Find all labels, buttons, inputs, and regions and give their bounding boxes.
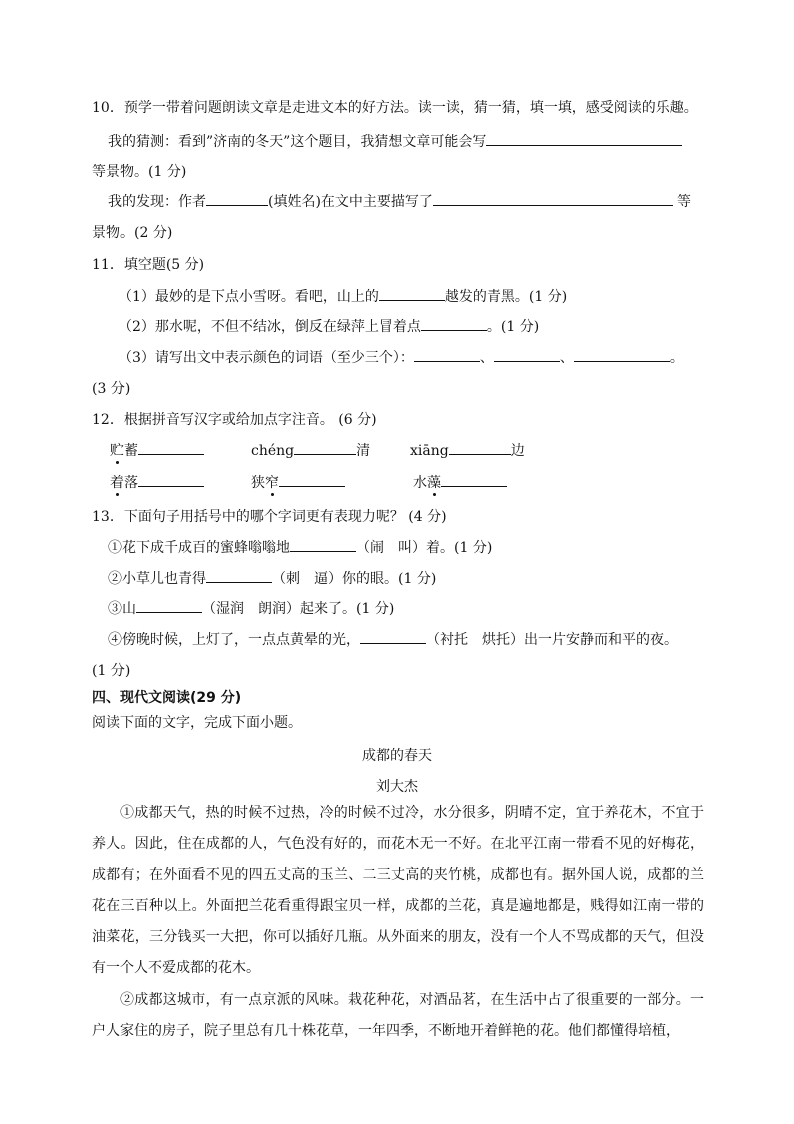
q11-s3-sep-1: 、 — [479, 350, 494, 366]
q10-find-text-a: 我的发现：作者 — [108, 194, 206, 210]
q12-r2-c3-dotted-char: 藻 — [427, 475, 441, 491]
q13-s1-blank[interactable] — [290, 537, 356, 552]
q12-r1-c3 — [410, 440, 525, 460]
q12-r2-c1-blank[interactable] — [138, 472, 204, 487]
q13-s1-text-a: ①花下成千成百的蜜蜂嗡嗡地 — [108, 540, 290, 556]
q12-r1-c3-pinyin: xiāng — [410, 443, 449, 459]
q11-s3-blank-1[interactable] — [414, 347, 480, 362]
q10-guess-score: 等景物。(1 分) — [92, 164, 187, 180]
q12-r2-c3 — [413, 472, 507, 492]
q11-s3-score: (3 分) — [92, 381, 131, 397]
q12-r1-c1 — [110, 440, 204, 460]
q12-r2-c3-char: 水 — [413, 475, 427, 491]
q12-r1-c2 — [251, 440, 370, 460]
article-author: 刘大杰 — [376, 779, 418, 795]
q11-s1-line — [118, 286, 567, 306]
q13-s2-text-b: （刺 逼）你的眼。(1 分) — [272, 571, 437, 587]
q13-s3-text-a: ③山 — [108, 601, 136, 617]
q12-r1-c2-blank[interactable] — [294, 440, 356, 455]
article-paragraph-2: ②成都这城市，有一点京派的风味。栽花种花，对酒品茗，在生活中占了很重要的一部分。一户人家住的房子，院子里总有几十株花草，一年四季，不断地开着鲜艳的花。他们都懂得培植， — [92, 992, 704, 1039]
q10-guess-line — [108, 131, 682, 151]
q10-title: 10．预学一带着问题朗读文章是走进文本的好方法。读一读，猜一猜，填一填，感受阅读的乐趣。 — [92, 100, 698, 116]
q13-s2-blank[interactable] — [206, 568, 272, 583]
q11-s1-blank[interactable] — [379, 286, 445, 301]
q11-title: 11．填空题(5 分) — [92, 257, 205, 273]
q12-r1-c1-char: 蓄 — [124, 443, 138, 459]
q10-guess-text: 我的猜测：看到”济南的冬天”这个题目，我猜想文章可能会写 — [108, 134, 487, 150]
q13-s3-line — [108, 598, 394, 618]
q11-s3-text-a: （3）请写出文中表示颜色的词语（至少三个）： — [118, 350, 414, 366]
q13-s1-text-b: （闹 叫）着。(1 分) — [356, 540, 493, 556]
q11-s2-blank[interactable] — [421, 316, 487, 331]
q10-find-text-b: (填姓名)在文中主要描写了 — [268, 194, 433, 210]
q13-s4-score: (1 分) — [92, 663, 131, 679]
q11-s3-blank-2[interactable] — [494, 347, 560, 362]
q12-r1-c3-char: 边 — [510, 443, 525, 459]
q10-guess-blank[interactable] — [486, 131, 682, 146]
section-instruction: 阅读下面的文字，完成下面小题。 — [92, 715, 302, 731]
q11-s3-sep-2: 、 — [559, 350, 574, 366]
article-title: 成都的春天 — [362, 748, 432, 764]
q11-s1-text-b: 越发的青黑。(1 分) — [444, 289, 568, 305]
q11-s1-text-a: （1）最妙的是下点小雪呀。看吧，山上的 — [118, 289, 379, 305]
q13-s3-text-b: （湿润 朗润）起来了。(1 分) — [202, 601, 395, 617]
q10-find-text-c: 等 — [676, 194, 691, 210]
q12-r1-c2-pinyin: chéng — [251, 443, 295, 459]
q12-title: 12．根据拼音写汉字或给加点字注音。 (6 分) — [92, 412, 377, 428]
q13-s4-text-a: ④傍晚时候，上灯了，一点点黄晕的光， — [108, 632, 360, 648]
q11-s2-text-b: 。(1 分) — [486, 319, 540, 335]
q13-s2-text-a: ②小草儿也青得 — [108, 571, 206, 587]
q12-r1-c1-blank[interactable] — [138, 440, 204, 455]
q11-s3-blank-3[interactable] — [574, 347, 670, 362]
q11-s2-line — [118, 316, 539, 336]
q12-r2-c1-dotted-char: 着 — [110, 475, 124, 491]
q12-r2-c3-blank[interactable] — [441, 472, 507, 487]
section-heading: 四、现代文阅读(29 分) — [92, 690, 242, 706]
q10-find-line — [108, 191, 691, 211]
q10-author-blank[interactable] — [206, 191, 268, 206]
q10-find-score: 景物。(2 分) — [92, 225, 173, 241]
q12-r1-c3-blank[interactable] — [449, 440, 511, 455]
q12-r2-c2-dotted-char: 窄 — [265, 475, 279, 491]
q10-scene-blank[interactable] — [433, 191, 673, 206]
q12-r2-c2 — [251, 472, 345, 492]
q13-s4-blank[interactable] — [360, 629, 426, 644]
q12-r2-c1-char: 落 — [124, 475, 138, 491]
q13-s4-text-b: （衬托 烘托）出一片安静而和平的夜。 — [426, 632, 678, 648]
article-paragraph-1: ①成都天气，热的时候不过热，冷的时候不过冷，水分很多，阴晴不定，宜于养花木，不宜于养人。因此，住在成都的人，气色没有好的，而花木无一不好。在北平江南一带看不见的好梅花，成都有；在外面看不见的四五丈高的玉兰、二三丈高的夹竹桃，成都也有。据外国人说，成都的兰花在三百种以上。外面把兰花看重得跟宝贝一样，成都的兰花，真是遍地都是，贱得如江南一带的油菜花，三分钱买一大把，你可以插好几瓶。从外面来的朋友，没有一个人不骂成都的天气，但没有一个人不爱成都的花木。 — [92, 805, 704, 976]
q13-s3-blank[interactable] — [136, 598, 202, 613]
q13-s2-line — [108, 568, 436, 588]
q12-r2-c2-blank[interactable] — [279, 472, 345, 487]
q12-r1-c2-char: 清 — [356, 443, 371, 459]
q13-s1-line — [108, 537, 492, 557]
q13-s4-line — [108, 629, 678, 649]
q12-r2-c2-char: 狭 — [251, 475, 265, 491]
q11-s3-end: 。 — [669, 350, 684, 366]
q12-r1-c1-dotted-char: 贮 — [110, 443, 124, 459]
q13-title: 13．下面句子用括号中的哪个字词更有表现力呢？ (4 分) — [92, 509, 447, 525]
q12-r2-c1 — [110, 472, 204, 492]
q11-s2-text-a: （2）那水呢，不但不结冰，倒反在绿萍上冒着点 — [118, 319, 421, 335]
q11-s3-line — [118, 347, 684, 367]
